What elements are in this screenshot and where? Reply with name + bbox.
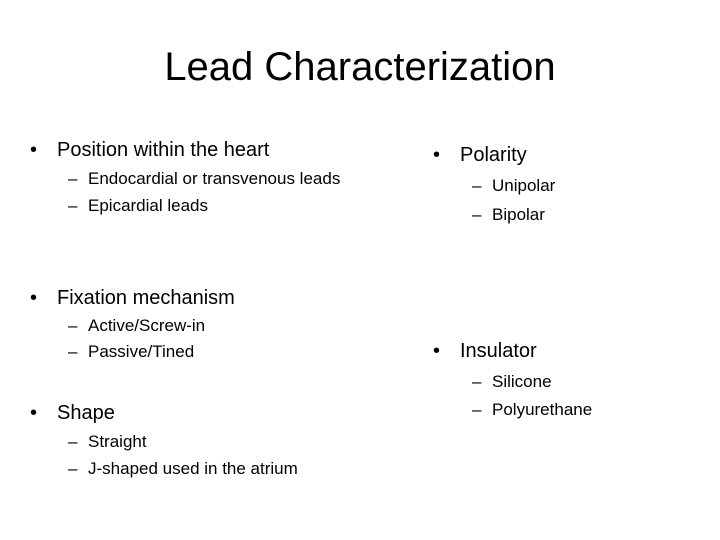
sub-item-text: Unipolar <box>492 176 556 195</box>
bullet-polarity-text: Polarity <box>460 144 527 166</box>
bullet-shape-text: Shape <box>57 402 115 424</box>
bullet-shape <box>30 400 115 426</box>
sub-dash: – <box>68 342 78 361</box>
sub-dash: – <box>68 432 78 451</box>
sub-item-text: Bipolar <box>492 205 545 224</box>
sub-item <box>68 455 298 482</box>
sub-item-text: Polyurethane <box>492 400 593 419</box>
bullet-dot: • <box>433 144 441 166</box>
sub-dash: – <box>68 316 78 335</box>
sub-item <box>68 338 194 365</box>
sub-item <box>68 428 147 455</box>
bullet-dot: • <box>30 287 38 309</box>
sub-dash: – <box>68 459 78 478</box>
sub-dash: – <box>472 176 482 195</box>
sub-item-text: Silicone <box>492 372 552 391</box>
sub-dash: – <box>472 205 482 224</box>
sub-dash: – <box>472 372 482 391</box>
sub-item <box>472 201 545 228</box>
bullet-polarity <box>433 142 527 168</box>
sub-item-text: Straight <box>88 432 147 451</box>
sub-item-text: J-shaped used in the atrium <box>88 459 298 478</box>
bullet-position-text: Position within the heart <box>57 139 270 161</box>
sub-dash: – <box>68 169 78 188</box>
bullet-dot: • <box>30 402 38 424</box>
sub-item-text: Active/Screw-in <box>88 316 206 335</box>
sub-item <box>472 396 592 423</box>
sub-item-text: Epicardial leads <box>88 196 209 215</box>
bullet-dot: • <box>30 139 38 161</box>
bullet-fixation <box>30 285 235 311</box>
sub-item <box>68 192 208 219</box>
sub-item <box>68 165 340 192</box>
sub-item <box>68 312 205 339</box>
bullet-insulator-text: Insulator <box>460 340 537 362</box>
sub-item <box>472 368 552 395</box>
slide-title: Lead Characterization <box>164 45 556 89</box>
sub-item-text: Endocardial or transvenous leads <box>88 169 341 188</box>
bullet-insulator <box>433 338 537 364</box>
bullet-fixation-text: Fixation mechanism <box>57 287 235 309</box>
bullet-position <box>30 137 269 163</box>
sub-item-text: Passive/Tined <box>88 342 195 361</box>
sub-dash: – <box>472 400 482 419</box>
sub-item <box>472 172 555 199</box>
bullet-dot: • <box>433 340 441 362</box>
sub-dash: – <box>68 196 78 215</box>
